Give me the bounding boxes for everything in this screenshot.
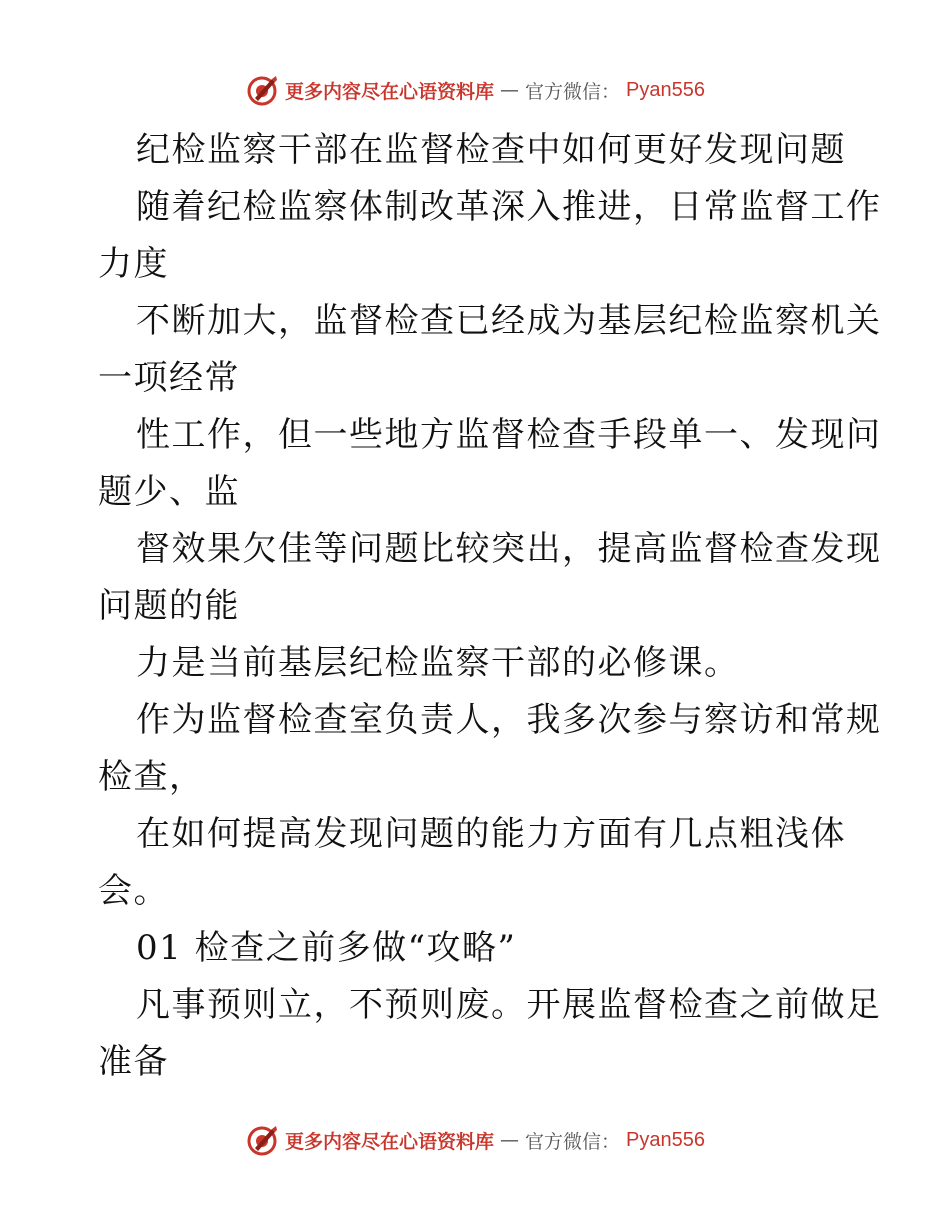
text-line: 随着纪检监察体制改革深入推进，日常监督工作 <box>136 187 882 227</box>
footer-watermark-banner <box>0 1120 950 1160</box>
wechat-id: Pyan556 <box>626 78 705 101</box>
quill-logo-icon <box>245 73 279 107</box>
quill-logo-icon <box>245 1123 279 1157</box>
wechat-label: 官方微信： <box>525 80 621 103</box>
site-name-text: 更多内容尽在心语资料库 <box>285 80 495 103</box>
section-heading: 01 检查之前多做“攻略” <box>136 928 517 968</box>
wechat-label: 官方微信： <box>525 1130 621 1153</box>
banner-separator: — <box>500 79 520 101</box>
text-line: 督效果欠佳等问题比较突出，提高监督检查发现 <box>136 529 882 569</box>
text-line: 在如何提高发现问题的能力方面有几点粗浅体 <box>136 814 846 854</box>
document-body <box>98 122 882 1091</box>
text-line: 问题的能 <box>98 586 240 626</box>
site-name-text: 更多内容尽在心语资料库 <box>285 1130 495 1153</box>
text-line: 会。 <box>98 871 169 911</box>
text-line: 力是当前基层纪检监察干部的必修课。 <box>136 643 740 683</box>
banner-separator: — <box>500 1129 520 1151</box>
text-line: 检查， <box>98 757 205 797</box>
wechat-id: Pyan556 <box>626 1128 705 1151</box>
text-line: 一项经常 <box>98 358 240 398</box>
document-title: 纪检监察干部在监督检查中如何更好发现问题 <box>136 130 846 170</box>
text-line: 题少、监 <box>98 472 240 512</box>
text-line: 力度 <box>98 244 169 284</box>
text-line: 凡事预则立，不预则废。开展监督检查之前做足 <box>136 985 882 1025</box>
header-watermark-banner <box>0 70 950 110</box>
text-line: 性工作，但一些地方监督检查手段单一、发现问 <box>136 415 882 455</box>
text-line: 准备 <box>98 1042 169 1082</box>
text-line: 作为监督检查室负责人，我多次参与察访和常规 <box>136 700 882 740</box>
text-line: 不断加大，监督检查已经成为基层纪检监察机关 <box>136 301 882 341</box>
